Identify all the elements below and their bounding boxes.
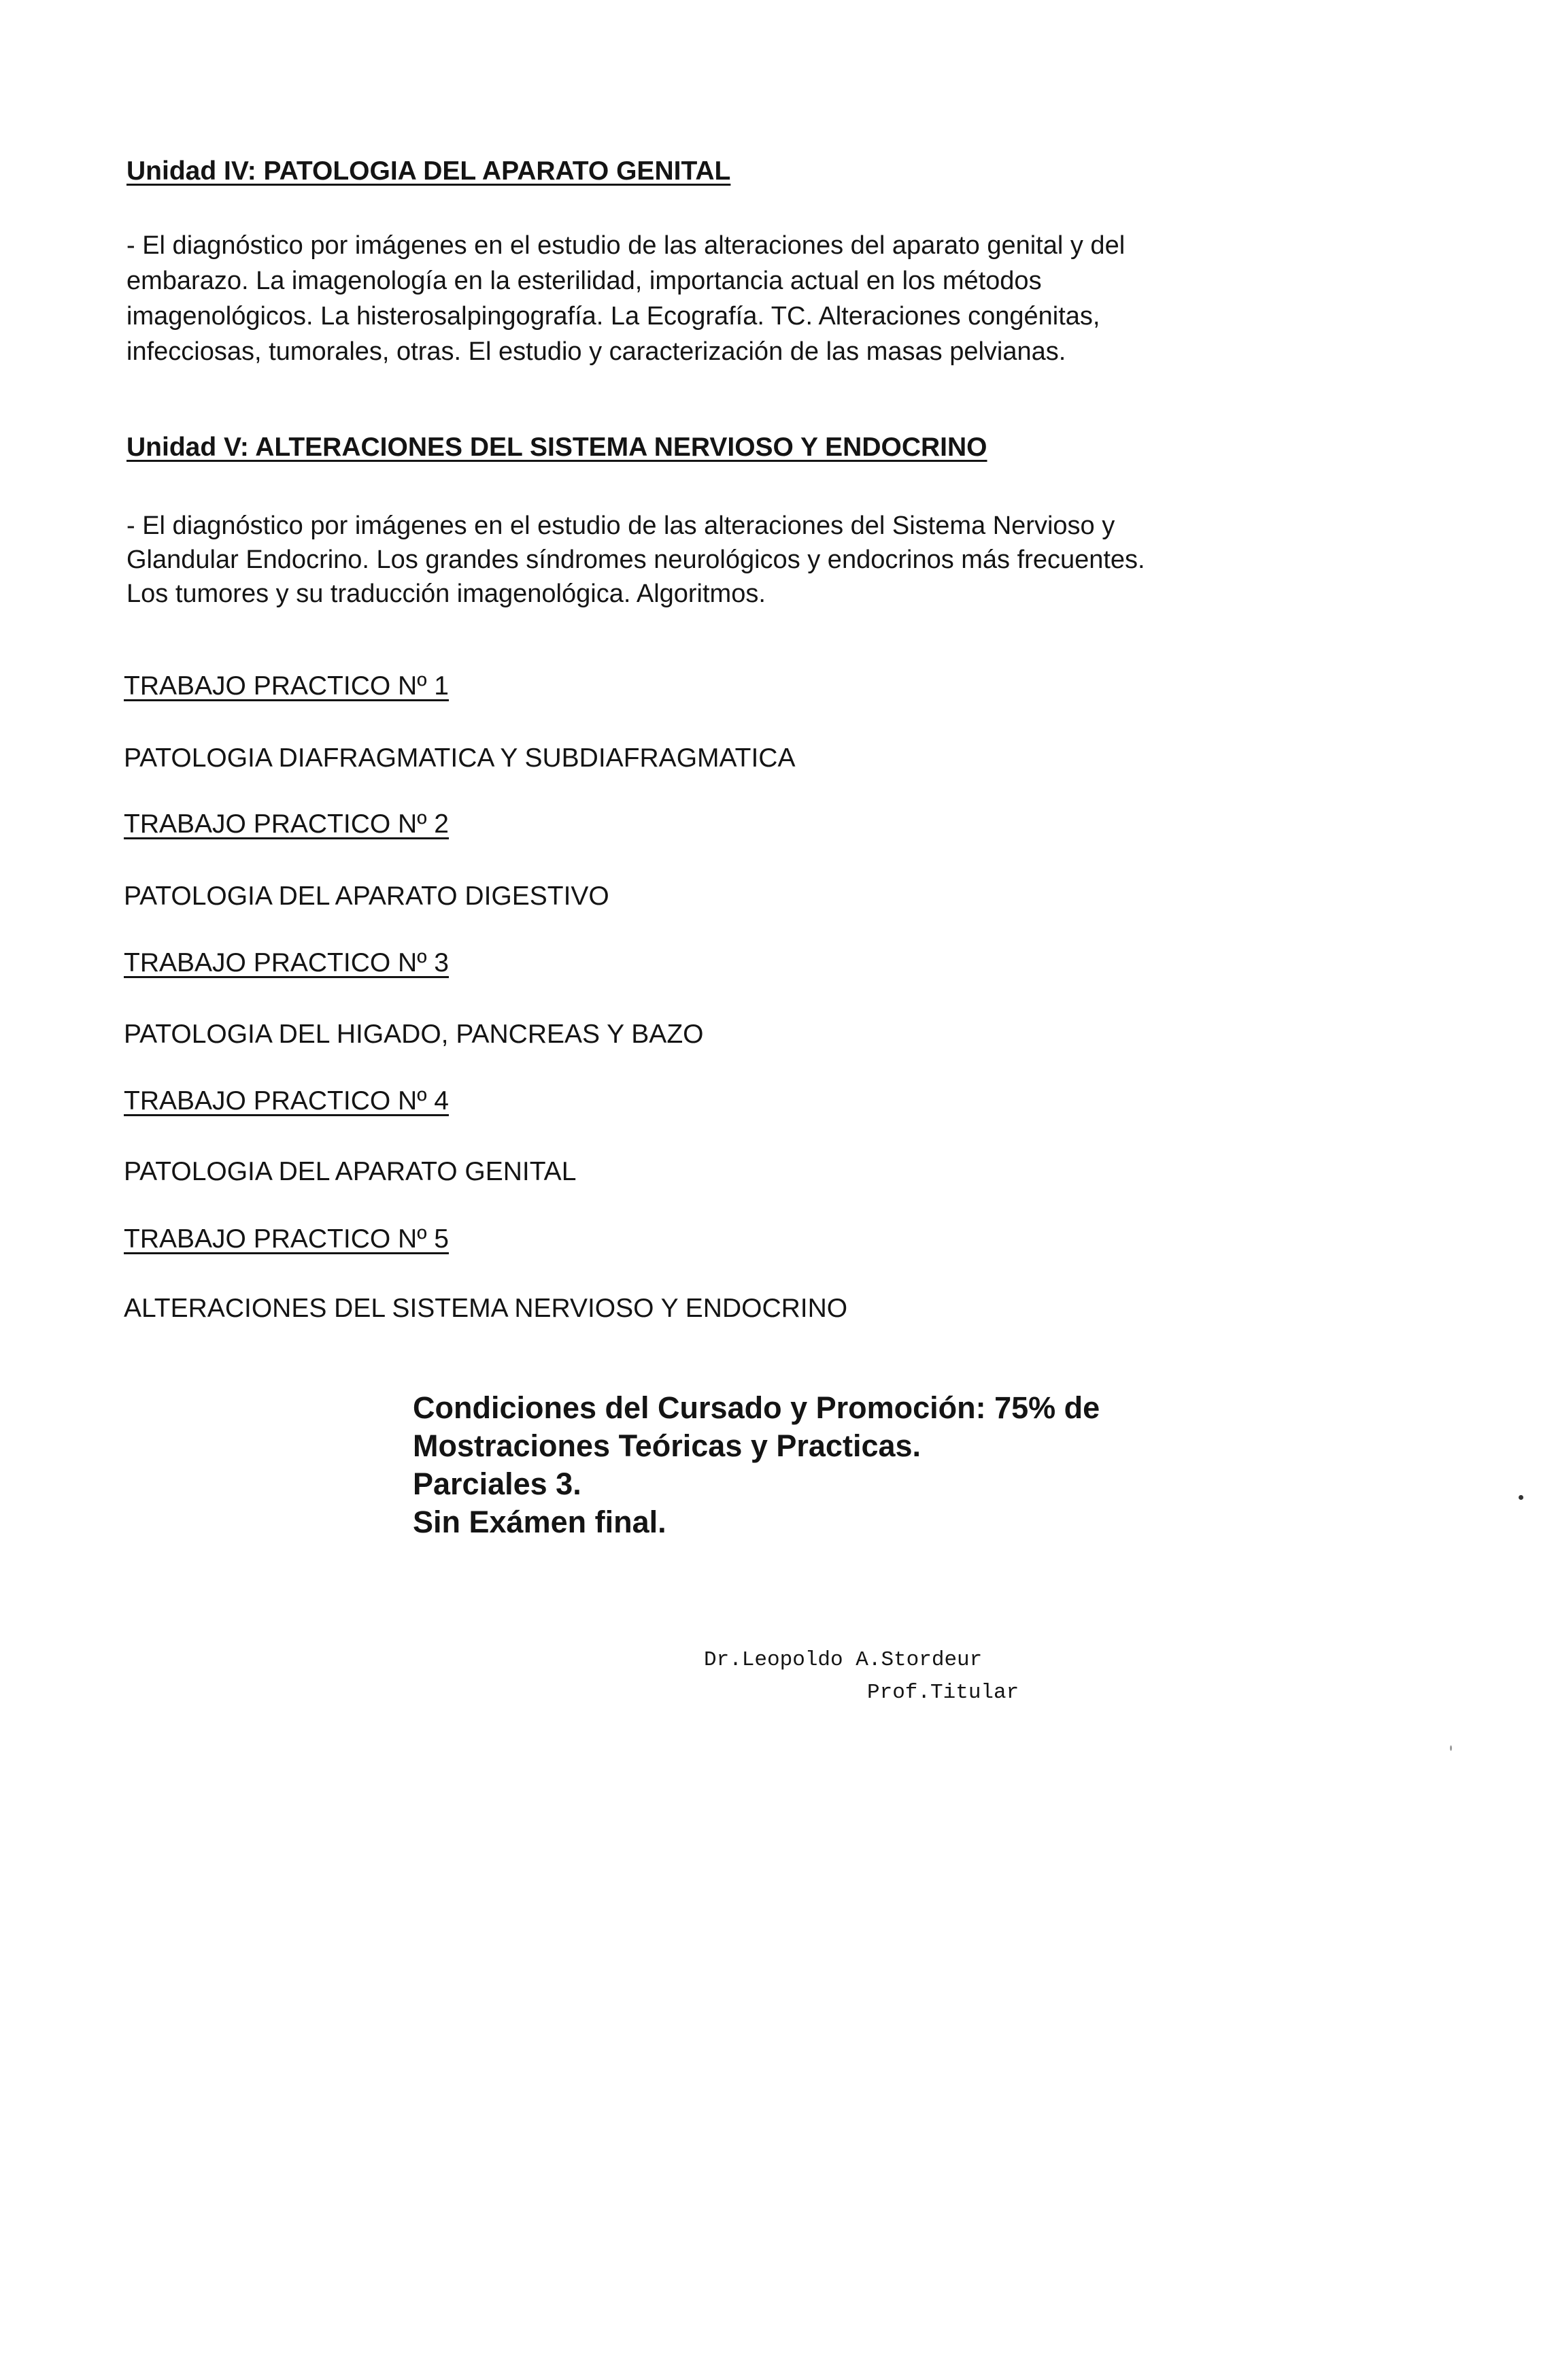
practical-5-heading: TRABAJO PRACTICO Nº 5 xyxy=(124,1224,449,1254)
unit-4-heading: Unidad IV: PATOLOGIA DEL APARATO GENITAL xyxy=(126,156,731,186)
practical-4-title: PATOLOGIA DEL APARATO GENITAL xyxy=(124,1157,577,1186)
unit-5-line: Los tumores y su traducción imagenológica. Algoritmos. xyxy=(126,580,766,608)
unit-4-line: embarazo. La imagenología en la esterilidad, importancia actual en los métodos xyxy=(126,267,1042,295)
practical-2-heading: TRABAJO PRACTICO Nº 2 xyxy=(124,809,449,839)
unit-5-line: Glandular Endocrino. Los grandes síndromes neurológicos y endocrinos más frecuentes. xyxy=(126,546,1145,574)
unit-5-line: - El diagnóstico por imágenes en el estudio de las alteraciones del Sistema Nervioso y xyxy=(126,512,1115,540)
conditions-line: Condiciones del Cursado y Promoción: 75% de xyxy=(413,1390,1100,1425)
conditions-line: Mostraciones Teóricas y Practicas. xyxy=(413,1428,921,1463)
conditions-line: Sin Exámen final. xyxy=(413,1505,666,1539)
practical-3-title: PATOLOGIA DEL HIGADO, PANCREAS Y BAZO xyxy=(124,1020,704,1049)
practical-2-title: PATOLOGIA DEL APARATO DIGESTIVO xyxy=(124,882,609,911)
practical-1-title: PATOLOGIA DIAFRAGMATICA Y SUBDIAFRAGMATICA xyxy=(124,743,796,773)
practical-3-heading: TRABAJO PRACTICO Nº 3 xyxy=(124,948,449,977)
signature-role: Prof.Titular xyxy=(867,1681,1019,1705)
practical-1-heading: TRABAJO PRACTICO Nº 1 xyxy=(124,671,449,701)
practical-4-heading: TRABAJO PRACTICO Nº 4 xyxy=(124,1086,449,1116)
course-conditions xyxy=(413,1389,1229,1541)
unit-5-paragraph xyxy=(126,507,1337,613)
unit-4-line: infecciosas, tumorales, otras. El estudio y caracterización de las masas pelvianas. xyxy=(126,337,1066,366)
scan-speck xyxy=(1450,1745,1452,1751)
conditions-line: Parciales 3. xyxy=(413,1466,581,1501)
practical-5-title: ALTERACIONES DEL SISTEMA NERVIOSO Y ENDOCRINO xyxy=(124,1294,848,1323)
unit-4-line: - El diagnóstico por imágenes en el estudio de las alteraciones del aparato genital y del xyxy=(126,231,1126,260)
unit-5-heading: Unidad V: ALTERACIONES DEL SISTEMA NERVIOSO Y ENDOCRINO xyxy=(126,433,987,462)
signature-name: Dr.Leopoldo A.Stordeur xyxy=(704,1648,983,1672)
unit-4-paragraph xyxy=(126,227,1337,371)
scan-speck xyxy=(1519,1495,1523,1500)
unit-4-line: imagenológicos. La histerosalpingografía. La Ecografía. TC. Alteraciones congénitas, xyxy=(126,302,1100,331)
